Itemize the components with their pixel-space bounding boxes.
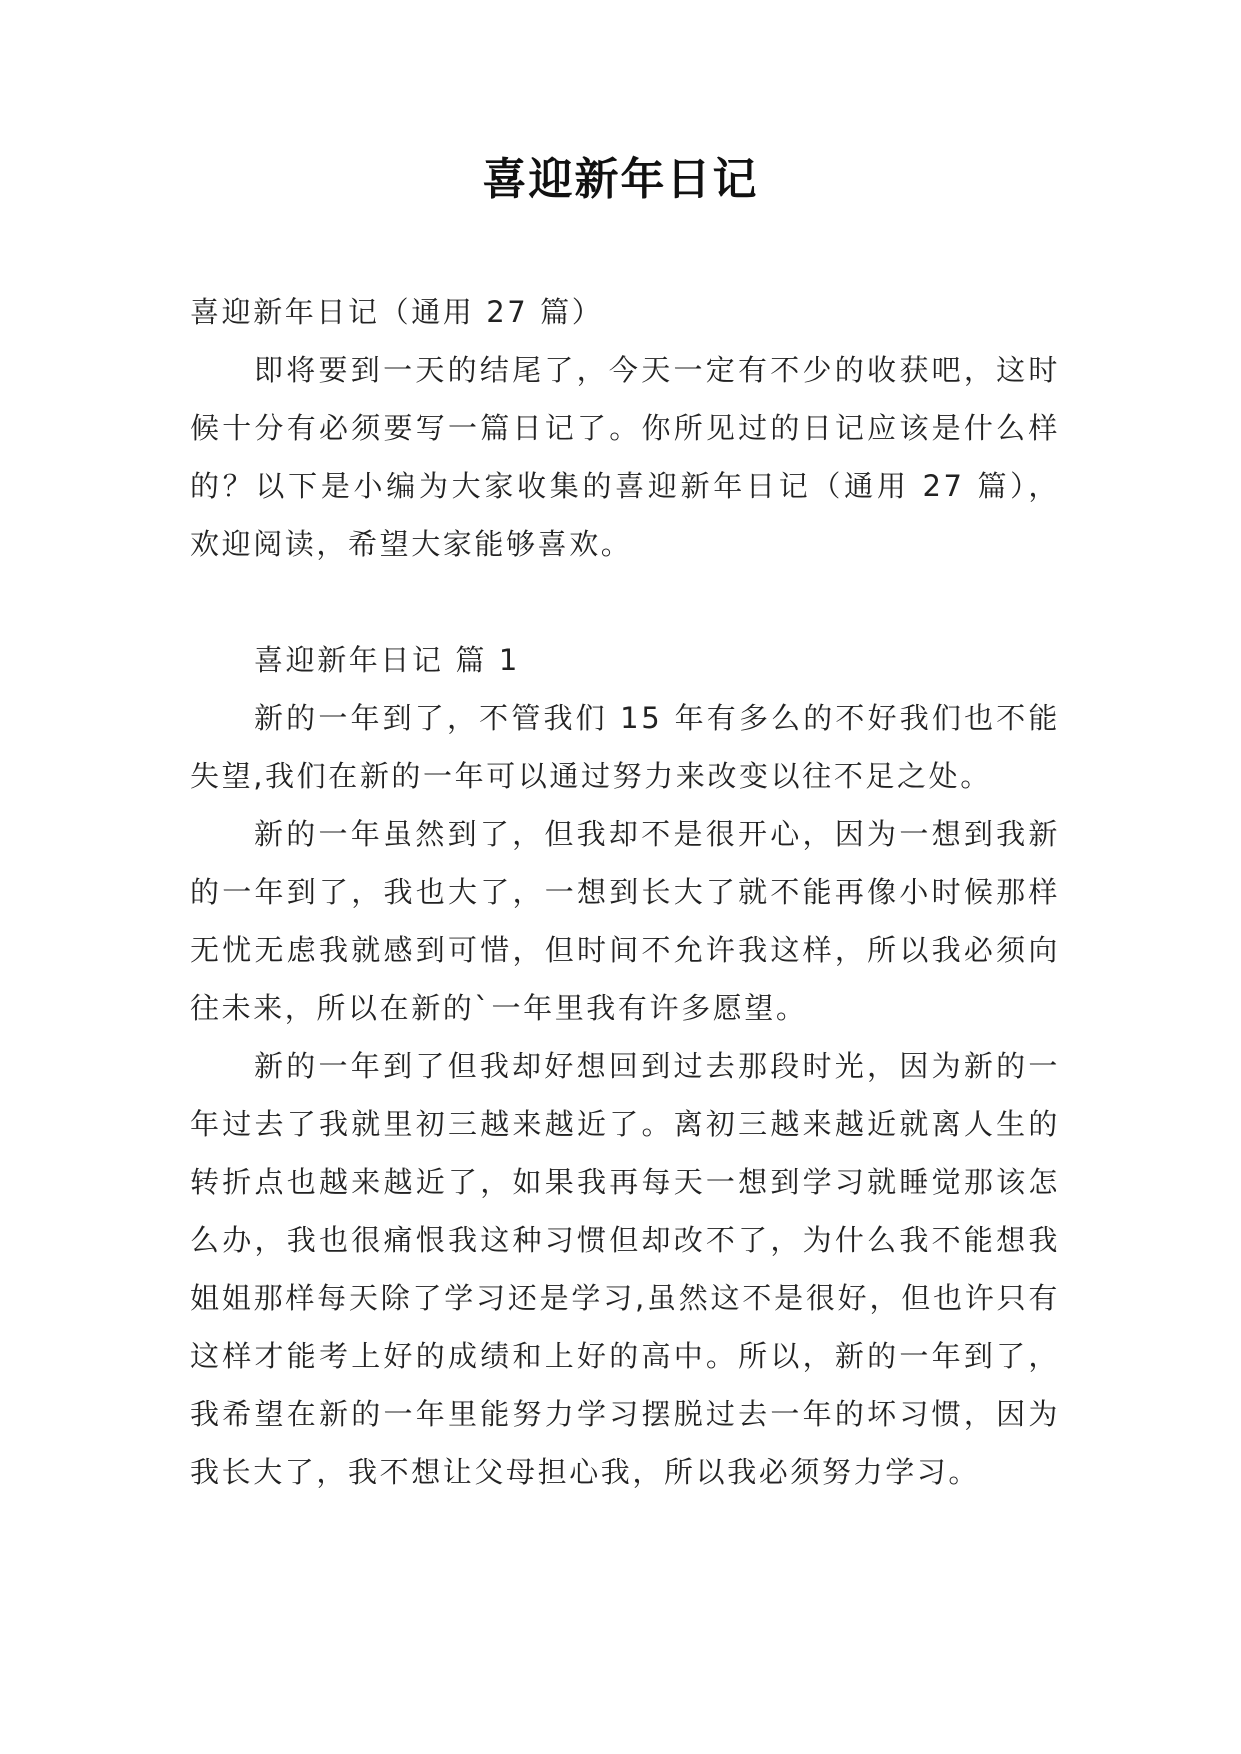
document-subtitle: 喜迎新年日记（通用 27 篇） xyxy=(190,295,604,329)
intro-paragraph: 即将要到一天的结尾了，今天一定有不少的收获吧，这时候十分有必须要写一篇日记了。你所见过的日记应该是什么样的？以下是小编为大家收集的喜迎新年日记（通用 27 篇），欢迎阅读，希望大家能够喜欢。 xyxy=(190,353,1060,561)
body-paragraph-2: 新的一年虽然到了，但我却不是很开心，因为一想到我新的一年到了，我也大了，一想到长大了就不能再像小时候那样无忧无虑我就感到可惜，但时间不允许我这样，所以我必须向往未来，所以在新的`一年里我有许多愿望。 xyxy=(190,817,1060,1025)
body-paragraph-3: 新的一年到了但我却好想回到过去那段时光，因为新的一年过去了我就里初三越来越近了。离初三越来越近就离人生的转折点也越来越近了，如果我再每天一想到学习就睡觉那该怎么办，我也很痛恨我这种习惯但却改不了，为什么我不能想我姐姐那样每天除了学习还是学习,虽然这不是很好，但也许只有这样才能考上好的成绩和上好的高中。所以，新的一年到了，我希望在新的一年里能努力学习摆脱过去一年的坏习惯，因为我长大了，我不想让父母担心我，所以我必须努力学习。 xyxy=(190,1049,1060,1489)
document-body xyxy=(190,283,1060,1501)
document-title: 喜迎新年日记 xyxy=(482,154,759,205)
section-heading: 喜迎新年日记 篇 1 xyxy=(254,643,520,677)
body-paragraph-1: 新的一年到了，不管我们 15 年有多么的不好我们也不能失望,我们在新的一年可以通过努力来改变以往不足之处。 xyxy=(190,701,1060,793)
